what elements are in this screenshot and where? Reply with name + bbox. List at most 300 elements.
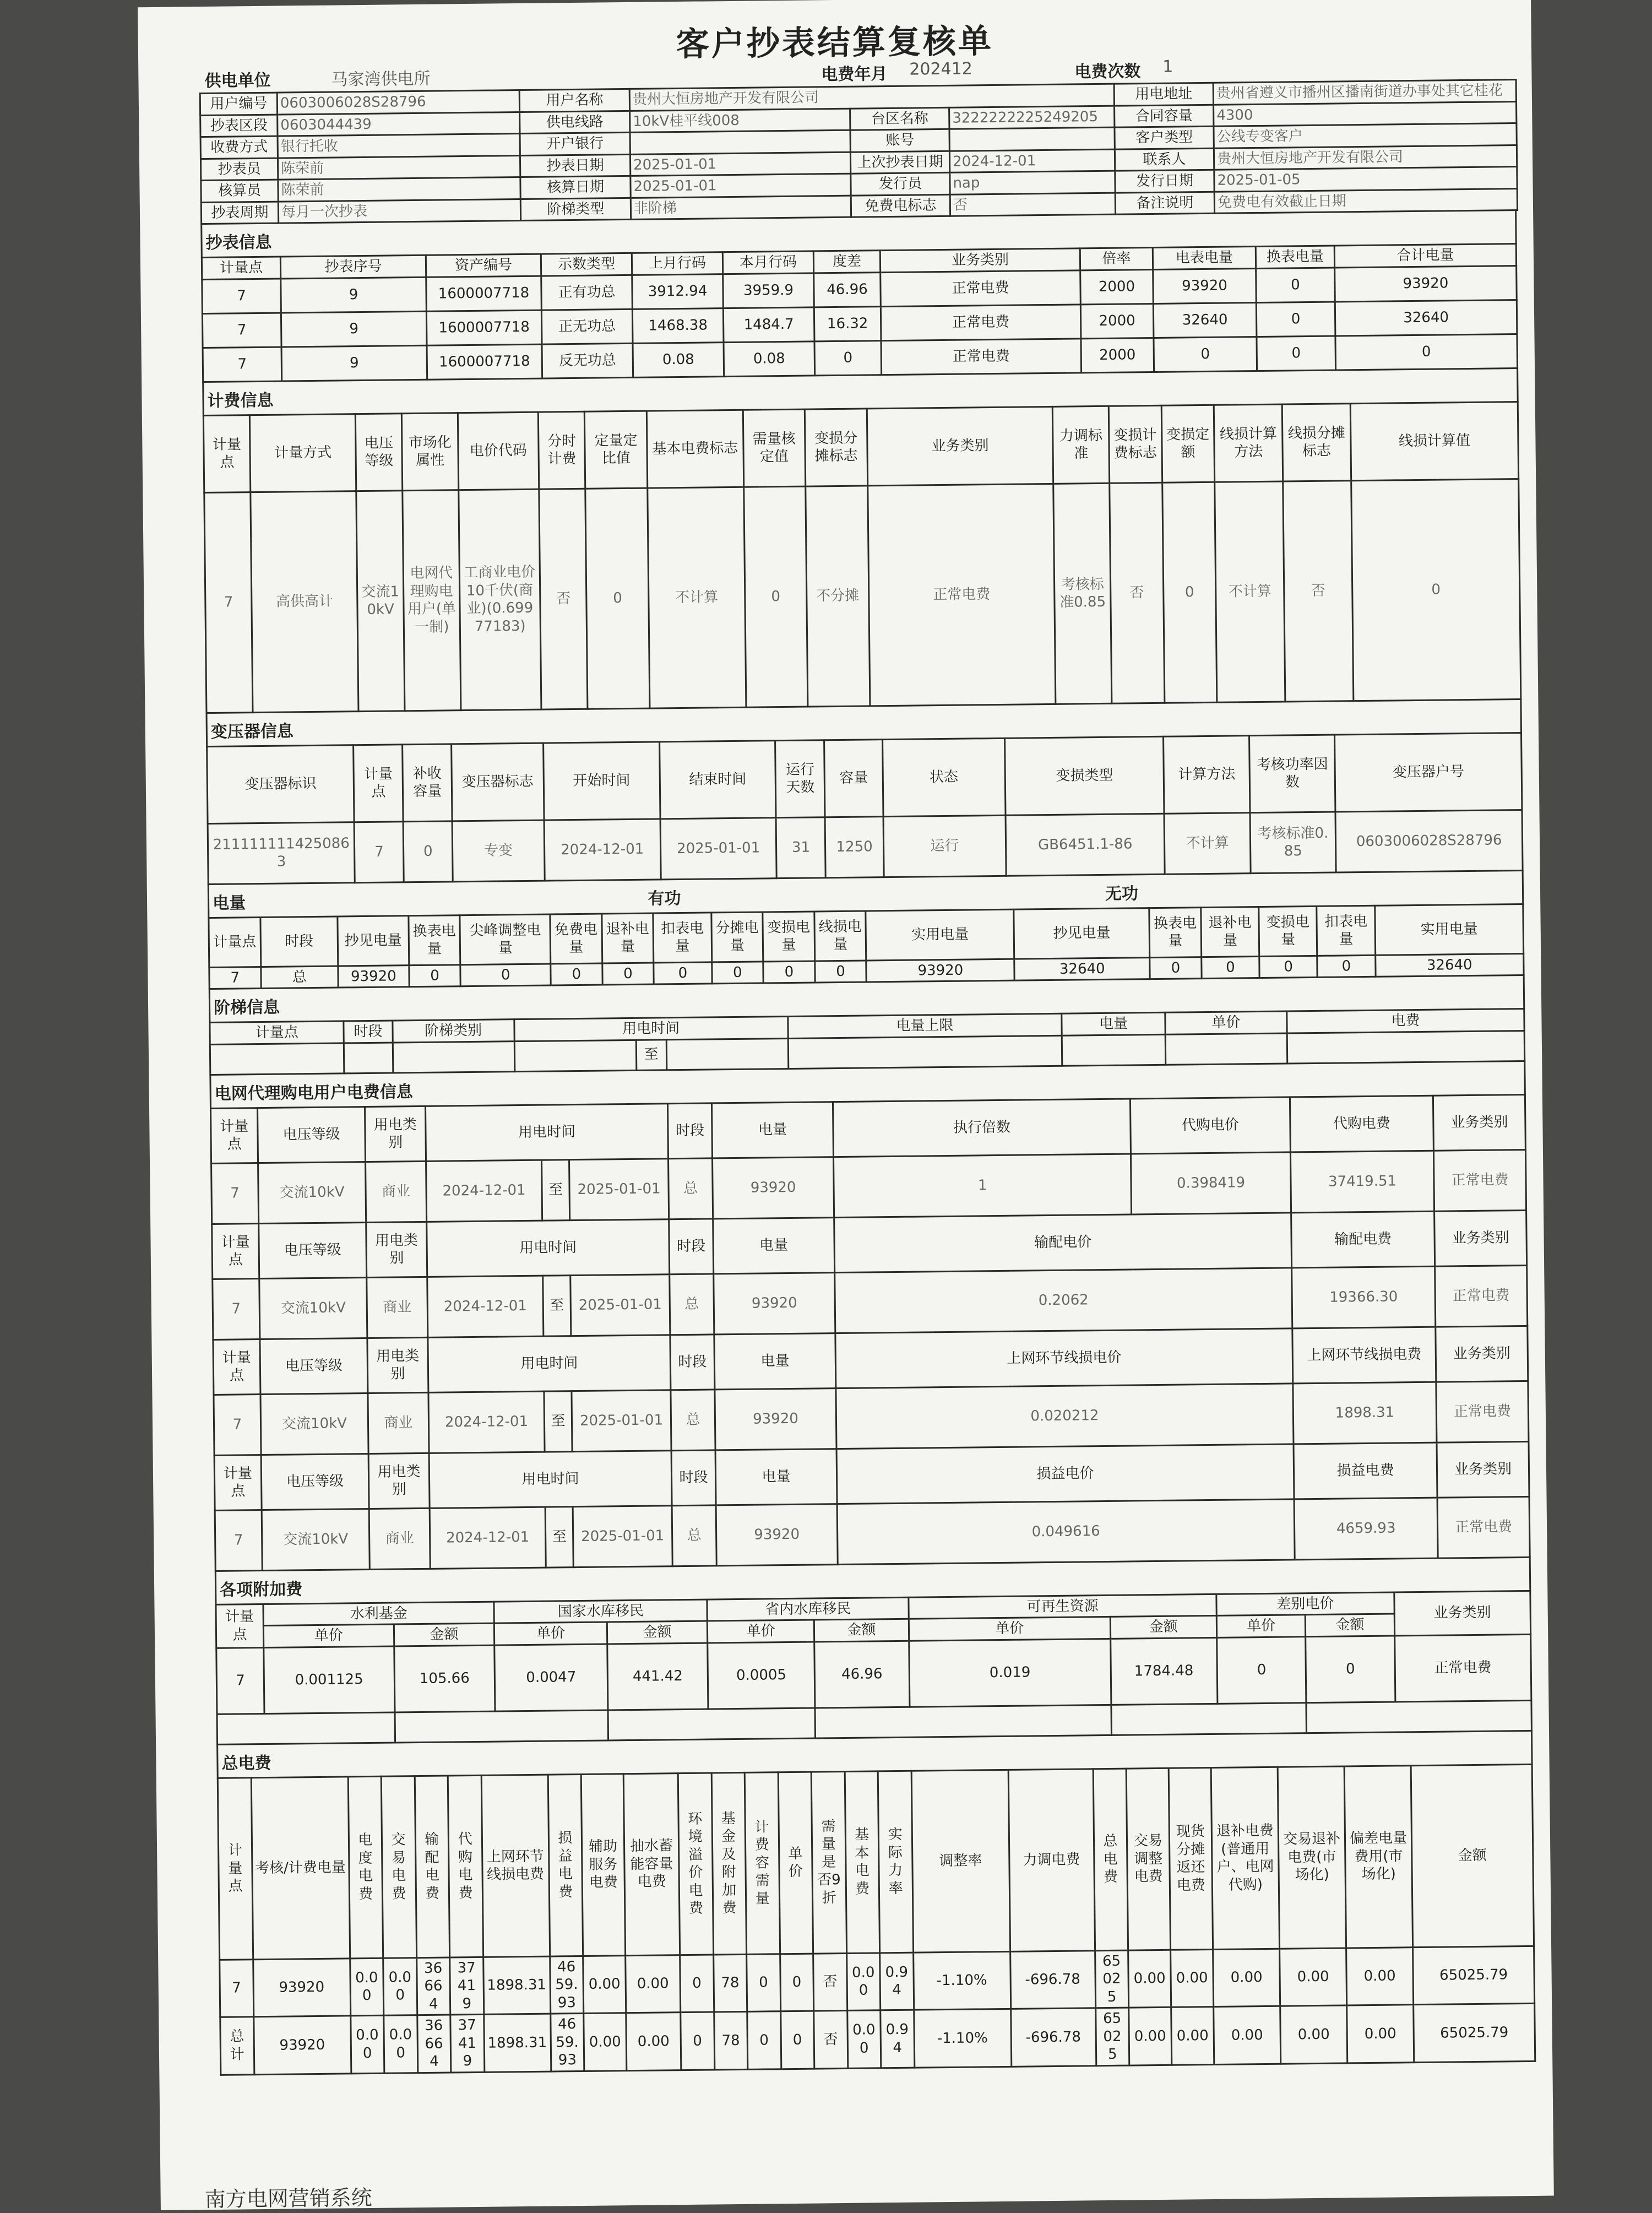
table-cell: 0.00 [626,1955,681,2013]
table-cell: 0 [763,961,815,983]
column-header: 单价 [1216,1615,1306,1637]
column-header: 输配电价 [834,1212,1292,1272]
section-title-agent: 电网代理购电用户电费信息 [209,1061,1525,1107]
column-header: 分时计费 [538,411,585,489]
section-title-energy: 电量 有功 无功 [208,871,1524,916]
table-cell: 0.00 [846,1952,881,2010]
table-cell: 7 [209,967,261,989]
table-cell: 32640 [1335,300,1517,335]
column-header: 业务类别 [1433,1094,1525,1151]
supply-unit-label: 供电单位 [204,70,271,91]
table-cell: 4659.93 [1294,1498,1438,1560]
table-cell: 93920 [866,959,1015,982]
table-cell: 正无功总 [541,309,633,344]
column-header: 电压等级 [258,1106,366,1163]
table-cell: 65025.79 [1413,1946,1535,2005]
column-header: 时段 [671,1450,716,1505]
table-cell: 0 [585,488,650,709]
table-cell: 0 [1162,482,1217,703]
column-header: 换表电量 [409,915,461,965]
bill-count: 1 [1162,57,1173,77]
table-cell: 0.00 [1171,1949,1214,2007]
column-header: 时段 [667,1103,712,1158]
table-cell: 93920 [715,1388,836,1450]
column-header: 实用电量 [1374,904,1523,955]
table-cell: 专变 [452,820,545,882]
table-cell: 441.42 [607,1643,708,1710]
table-cell: 总 [669,1158,713,1219]
table-cell: 1898.31 [483,2014,551,2072]
billing-header-row [203,402,1518,492]
column-header: 业务类别 [1434,1210,1527,1266]
column-header: 现货分摊返还电费 [1169,1767,1213,1950]
section-title-reading: 抄表信息 [200,211,1517,257]
table-cell: 0 [711,961,763,983]
table-cell: 2025-01-01 [660,817,777,879]
column-header: 抄表序号 [280,255,426,278]
table-cell: 不计算 [648,487,746,708]
column-header: 退补电费(普通用户、电网代购) [1211,1767,1279,1949]
table-cell: 93920 [1335,265,1517,301]
table-cell: 否 [813,1953,847,2011]
table-cell: 93920 [1153,268,1257,303]
table-cell: 7 [213,1278,260,1339]
bill-count-label: 电费次数 [1074,62,1141,82]
table-cell: 105.66 [394,1645,495,1712]
table-cell: 商业 [369,1508,430,1569]
column-header: 偏差电量费用(市场化) [1344,1765,1412,1948]
column-header: 计量点 [211,1108,258,1163]
column-header: 变压器标志 [452,743,544,821]
info-row: 抄表区段 0603044439 供电线路 10kV桂平线008 台区名称 3222222225249205 合同容量 4300 [200,101,1517,137]
table-cell: 32640 [1375,953,1524,977]
table-cell: 7 [202,279,281,313]
table-cell: 0.0047 [494,1644,608,1711]
column-header: 力调标准 [1053,406,1110,484]
column-header: 合计电量 [1334,244,1516,268]
column-header: 用电类别 [367,1337,428,1393]
table-cell: 0 [1150,957,1202,979]
table-cell: 2024-12-01 [428,1391,545,1453]
table-cell: 19366.30 [1292,1266,1436,1328]
table-cell: 7 [202,313,281,348]
table-cell: 0.94 [880,1952,914,2010]
table-cell: 商业 [368,1392,429,1453]
table-cell: 总 [672,1505,716,1566]
table-cell: 交流10kV [356,490,405,711]
table-cell: 0 [747,1954,781,2011]
table-cell: 否 [539,489,588,709]
table-cell: 0.94 [881,2010,915,2068]
column-header: 上网环节线损电费 [1292,1327,1436,1384]
table-cell: 正常电费 [1436,1381,1529,1442]
table-cell: 正常电费 [1435,1265,1528,1327]
column-header: 计量点 [214,1455,262,1510]
table-cell: 0.0005 [708,1642,815,1709]
column-header: 金额 [1110,1615,1217,1639]
table-cell: 正常电费 [881,338,1082,375]
column-header: 用电时间 [429,1450,672,1508]
table-cell: 0.08 [633,342,724,377]
table-cell: 0 [602,963,654,985]
table-cell: 93920 [714,1272,835,1334]
column-header: 线损电量 [814,910,867,961]
table-cell: 0.08 [724,341,815,376]
table-cell: 0.00 [584,2013,627,2071]
table-cell: 商业 [367,1277,428,1338]
table-cell: 36664 [416,1957,450,2015]
table-cell: 电网代理购电用户(单一制) [403,490,461,710]
table-cell: 46.96 [814,272,881,307]
table-cell: 0 [1217,1636,1307,1704]
section-title-transformer: 变压器信息 [206,699,1522,745]
table-cell: 0 [460,963,551,986]
bill-month-label: 电费年月 [821,64,888,85]
table-cell: 0.00 [1129,2007,1172,2065]
table-cell: 0.2062 [835,1267,1292,1333]
column-header: 单价 [778,1772,813,1954]
table-cell: GB6451.1-86 [1006,813,1165,876]
column-header: 单价 [494,1622,607,1645]
info-row: 核算员 陈荣前 核算日期 2025-01-01 发行员 nap 发行日期 2025-01-05 [201,167,1517,203]
column-header: 上网环节线损电费 [481,1775,550,1957]
table-cell: 正常电费 [881,304,1081,340]
table-cell: 不计算 [1215,481,1285,702]
column-header: 变损计费标志 [1108,405,1162,483]
info-row: 抄表周期 每月一次抄表 阶梯类型 非阶梯 免费电标志 否 备注说明 免费电有效截止日期 [201,188,1517,224]
table-cell: 不分摊 [806,485,870,706]
table-cell: 否 [1110,482,1165,703]
agent-body [211,1094,1530,1571]
table-cell: 93920 [253,2016,351,2074]
table-cell: 正常电费 [867,484,1056,706]
table-cell: 0.398419 [1131,1152,1291,1214]
table-cell: 运行 [883,815,1006,877]
table-cell: 0 [1335,334,1518,370]
column-header: 电量 [714,1333,836,1389]
column-header: 线损计算值 [1350,402,1519,480]
table-cell: 正常电费 [881,270,1081,306]
system-footer: 南方电网营销系统 [204,2185,372,2212]
table-cell: 78 [714,2011,748,2069]
table-cell: 0 [743,486,808,707]
column-header: 电表电量 [1153,247,1256,269]
column-header: 本月行码 [722,251,813,274]
column-header: 用电时间 [425,1103,668,1161]
table-cell: 4659.93 [550,1956,584,2014]
table-cell: 78 [713,1954,747,2012]
table-cell: 93920 [253,1958,350,2016]
section-title-step: 阶梯信息 [209,976,1525,1022]
column-header: 业务类别 [1437,1441,1529,1498]
table-cell: 9 [281,311,427,347]
column-header: 金额 [1306,1614,1395,1636]
column-header: 输配电费 [415,1776,450,1958]
column-header: 免费电量 [550,914,602,964]
table-cell: 32640 [1014,957,1150,980]
table-cell: 1898.31 [1293,1382,1437,1444]
column-header: 计量方式 [250,414,356,492]
column-header: 退补电量 [602,913,654,963]
document-page [138,0,1554,2210]
table-cell: 3912.94 [632,274,724,309]
table-cell: 交流10kV [260,1393,368,1455]
table-cell: 0.00 [1347,2005,1414,2063]
column-header: 计量点 [203,415,251,492]
column-header: 状态 [882,738,1005,816]
table-cell: -1.10% [913,1951,1010,2010]
column-header: 市场化属性 [402,413,459,490]
column-header: 计量点 [212,1223,259,1279]
column-header: 电量 [715,1449,837,1505]
column-header: 业务类别 [1436,1326,1528,1382]
reading-table [201,243,1518,383]
table-cell: 2025-01-01 [573,1505,672,1567]
table-cell: 0.019 [909,1639,1111,1707]
table-cell: 3959.9 [723,273,814,308]
table-cell: 0.00 [384,2015,418,2073]
column-header: 电度电费 [348,1776,383,1959]
table-cell: 7 [215,1510,262,1571]
table-cell: 0.00 [1280,1948,1347,2006]
column-header: 代购电费 [448,1775,483,1957]
table-cell: -696.78 [1010,2008,1096,2066]
table-cell: 交流10kV [258,1162,366,1223]
table-cell: -1.10% [914,2009,1011,2067]
table-cell: 正常电费 [1394,1634,1531,1702]
column-header: 电量 [713,1217,835,1273]
column-header: 计费容需量 [745,1772,780,1954]
column-header: 辅助服务电费 [581,1773,625,1956]
table-cell: 93920 [338,965,409,988]
table-cell: 7 [203,347,282,382]
column-header: 金额 [394,1623,494,1646]
column-header: 变损分摊标志 [805,408,867,486]
supply-unit: 马家湾供电所 [331,69,431,90]
column-header: 时段 [670,1334,715,1390]
column-header: 执行倍数 [833,1098,1131,1157]
table-cell: -696.78 [1010,1950,1095,2009]
column-header: 损益电费 [1294,1442,1437,1499]
table-cell: 至 [545,1506,573,1567]
column-header: 容量 [824,739,883,817]
table-cell: 0 [1256,302,1335,337]
column-header: 时段 [260,916,338,967]
column-header: 定量定比值 [585,411,648,489]
table-cell: 2111111114250863 [208,822,355,884]
column-header: 扣表电量 [1317,905,1375,956]
table-cell: 1600007718 [427,344,542,379]
table-cell: 2024-12-01 [427,1276,544,1337]
table-cell: 0 [1351,479,1521,701]
column-header: 开始时间 [543,741,660,820]
table-cell: 至 [543,1275,571,1336]
column-header: 交易退补电费(市场化) [1278,1766,1346,1948]
table-cell: 至 [542,1159,570,1221]
column-header: 变损类型 [1004,736,1164,815]
column-header: 计算方法 [1164,735,1250,813]
table-cell: 1600007718 [426,310,542,345]
table-cell: 2024-12-01 [426,1160,542,1222]
table-cell: 65025 [1095,2008,1129,2065]
column-header: 代购电费 [1290,1095,1433,1152]
column-header: 需量是否9折 [811,1771,846,1954]
table-cell: 0 [654,962,712,984]
energy-table [208,903,1524,990]
column-header: 需量核定值 [743,409,806,487]
table-cell: 2000 [1080,303,1154,338]
info-row: 抄表员 陈荣前 抄表日期 2025-01-01 上次抄表日期 2024-12-01 联系人 贵州大恒房地产开发有限公司 [200,145,1517,181]
form-body [199,79,1536,2075]
table-cell: 0 [780,1954,814,2011]
table-cell: 0.00 [1280,2005,1347,2064]
table-cell: 2000 [1081,338,1154,372]
column-header: 电压等级 [355,413,403,491]
table-cell: 16.32 [814,306,881,341]
column-header: 总电费 [1093,1769,1128,1951]
column-header: 业务类别 [880,248,1080,272]
column-header: 金额 [814,1619,909,1641]
column-header: 电压等级 [261,1453,369,1510]
table-cell: 7 [204,492,253,713]
total-table [217,1763,1536,2075]
column-header: 电压等级 [260,1338,368,1394]
column-header: 环境溢价电费 [678,1773,713,1955]
table-cell: 至 [544,1391,572,1452]
table-cell: 交流10kV [259,1277,367,1339]
column-header: 调整率 [911,1770,1010,1952]
section-title-billing: 计费信息 [202,369,1518,415]
column-header: 基本电费 [845,1771,880,1953]
column-header: 计量点 [209,917,261,967]
table-cell: 0 [1306,1636,1395,1703]
column-header: 时段 [669,1218,714,1274]
column-header: 用电类别 [368,1453,430,1509]
table-cell: 93920 [716,1504,838,1565]
table-cell: 2024-12-01 [544,818,661,880]
table-cell: 0.00 [847,2010,881,2068]
column-header: 基金及附加费 [711,1772,747,1955]
table-cell: 正常电费 [1437,1496,1530,1558]
table-cell: 7 [220,1959,254,2017]
reading-body [202,265,1518,382]
table-cell: 32640 [1153,302,1257,338]
table-cell: 36664 [417,2015,451,2073]
table-cell: 0.00 [1214,2006,1281,2064]
table-cell: 正有功总 [541,275,633,310]
customer-info-table [199,79,1518,225]
table-cell: 商业 [366,1161,427,1222]
column-header: 线损分摊标志 [1282,403,1351,481]
table-cell: 31 [776,817,826,878]
column-header: 考核功率因数 [1249,735,1335,813]
column-header: 计量点 [218,1777,253,1960]
table-cell: 37419 [450,1957,484,2015]
column-header: 金额 [607,1621,708,1644]
table-cell: 0.00 [383,1957,417,2015]
table-cell: 2000 [1080,269,1154,304]
column-header: 抄见电量 [1014,908,1150,959]
column-header: 补收容量 [403,744,452,821]
table-cell: 总 [260,966,338,989]
column-header: 用电时间 [428,1335,671,1392]
column-header: 变损电量 [763,911,815,961]
column-header: 变损定额 [1161,405,1215,482]
column-header: 单价 [708,1620,814,1643]
table-cell: 0.001125 [264,1646,395,1713]
table-cell: 0 [815,960,867,982]
table-cell: 9 [281,345,427,381]
table-cell: 否 [814,2010,848,2068]
column-header: 计量点 [354,744,403,822]
table-cell: 0 [1259,956,1318,978]
table-cell: 1484.7 [723,307,814,342]
table-cell: 37419.51 [1290,1151,1434,1213]
table-cell: 0 [409,964,461,986]
table-cell: 4659.93 [550,2013,584,2071]
column-header: 用电类别 [366,1222,427,1277]
table-cell: 0 [1202,956,1260,979]
table-cell: 高供高计 [251,491,358,712]
table-cell: 37419 [450,2014,485,2072]
table-cell: 7 [216,1647,264,1714]
column-header: 扣表电量 [653,912,711,962]
column-header: 交易电费 [381,1776,416,1958]
table-cell: 93920 [713,1157,834,1218]
table-cell: 不计算 [1164,812,1251,874]
table-cell: 0 [1317,955,1376,978]
column-header: 输配电费 [1291,1211,1435,1268]
table-cell: 1 [834,1153,1132,1217]
column-header: 实际力率 [878,1771,913,1953]
column-header: 用电时间 [427,1219,670,1277]
table-cell: 正常电费 [1433,1149,1526,1211]
column-header: 倍率 [1080,247,1153,270]
table-cell: 0 [747,2011,781,2069]
section-title-total: 总电费 [216,1731,1533,1777]
column-header: 考核/计费电量 [251,1776,350,1959]
info-row: 用户编号 0603006028S28796 用户名称 贵州大恒房地产开发有限公司 用电地址 贵州省遵义市播州区播南街道办事处其它桂花 [200,80,1516,116]
table-cell: 46.96 [814,1641,910,1708]
table-cell: 工商业电价10千伏(商业)(0.69977183) [458,489,541,710]
column-header: 上网环节线损电价 [835,1328,1293,1388]
table-cell: 0 [680,1954,714,2012]
table-cell: 交流10kV [262,1509,369,1570]
column-header: 退补电量 [1201,907,1259,957]
total-header-row [218,1764,1534,1960]
table-cell: 2025-01-01 [569,1158,669,1220]
table-cell: 1468.38 [632,308,724,343]
table-cell: 1784.48 [1110,1637,1218,1705]
column-header: 损益电价 [836,1444,1294,1504]
document-title: 客户抄表结算复核单 [676,21,994,64]
transformer-header-row [207,733,1522,823]
table-cell: 1898.31 [483,1956,550,2015]
column-header: 变压器标识 [207,745,355,823]
table-cell: 考核标准0.85 [1250,812,1336,874]
column-header: 资产编号 [426,254,541,277]
transformer-table [206,731,1524,885]
table-cell: 0 [551,963,602,985]
table-cell: 0603006028S28796 [1335,810,1523,872]
table-cell: 9 [281,277,427,313]
table-cell: 0.00 [1213,1949,1280,2007]
column-header: 变压器户号 [1335,733,1522,812]
column-header: 换表电量 [1256,246,1334,268]
surcharge-group-row: 计量点 水利基金 国家水库移民 省内水库移民 可再生资源 差别电价 业务类别 [216,1591,1530,1626]
table-cell: 2024-12-01 [430,1507,546,1569]
table-cell: 7 [211,1163,259,1224]
